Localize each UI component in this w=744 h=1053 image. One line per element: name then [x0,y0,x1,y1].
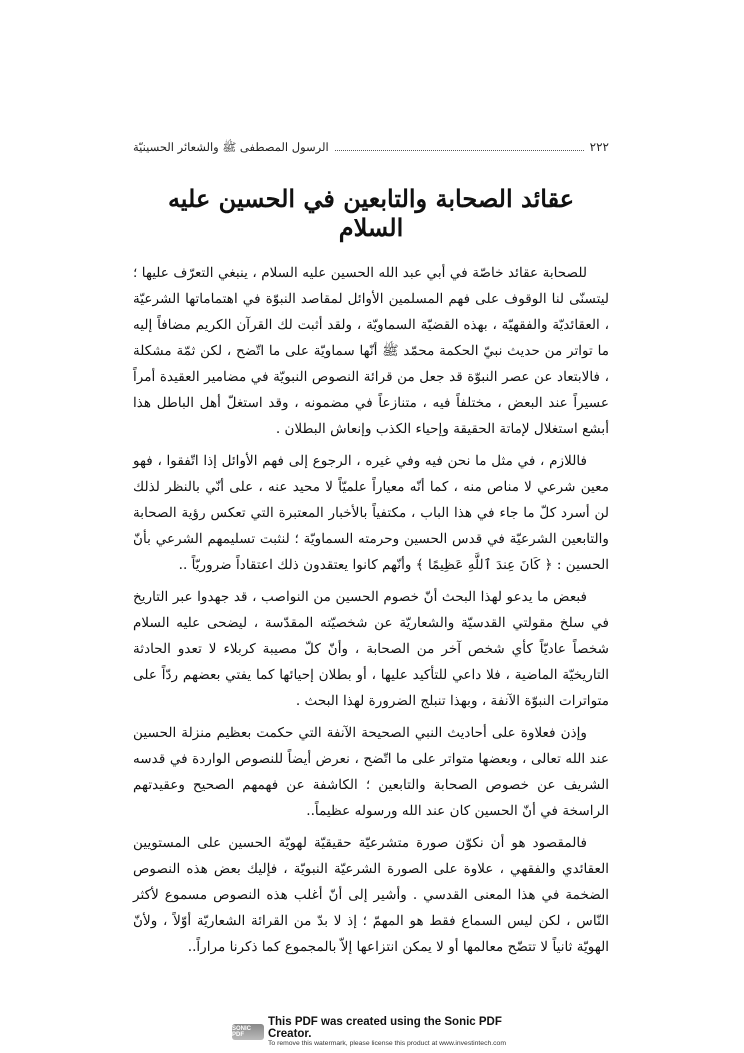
running-header [133,140,609,160]
section-heading: عقائد الصحابة والتابعين في الحسين عليه السلام [167,184,575,242]
paragraph: وإذن فعلاوة على أحاديث النبي الصحيحة الآنفة التي حكمت بعظيم منزلة الحسين عند الله تعالى ، وبعضها متواتر على ما اتّضح ، نعرض أيضاً للنصوص الواردة في قدسه الشريف عن خصوص الصحابة والتابعين ؛ الكاشفة عن فهمهم الصحيح وعقيدتهم الراسخة في أنّ الحسين كان عند الله ورسوله عظيماً.. [133,725,609,819]
watermark-line-1: This PDF was created using the Sonic PDF Creator. [268,1016,502,1040]
watermark-line-2: To remove this watermark, please license this product at www.investintech.com [268,1040,506,1047]
body-text [133,260,609,960]
paragraph: للصحابة عقائد خاصّة في أبي عبد الله الحسين عليه السلام ، ينبغي التعرّف عليها ؛ ليتسنّى لنا الوقوف على فهم المسلمين الأوائل لمقاصد النبوّة في اهتماماتها الشرعيّة ، العقائديّة والفقهيّة ، بهذه القضيّة السماويّة ، ولقد أثبت لك القرآن الكريم مضافاً إليه ما تواتر من حديث نبيّ الحكمة محمّد ﷺ أنّها سماويّة على ما اتّضح ، لكن ثمّة مشكلة ، فالابتعاد عن عصر النبوّة قد جعل من قرائة النصوص النبويّة في مضامير العقيدة أمراً عسيراً عند البعض ، مختلفاً فيه ، متنازعاً في مضمونه ، وقد استغلّ أهل الباطل هذا أبشع استغلال لإماتة الحقيقة وإحياء الكذب وإنعاش البطلان . [133,265,609,437]
pdf-watermark [232,1016,532,1047]
paragraph: فاللازم ، في مثل ما نحن فيه وفي غيره ، الرجوع إلى فهم الأوائل إذا اتّفقوا ، فهو معين شرعي لا مناص منه ، كما أنّه معياراً علميّاً لا محيد عنه ، على أنّي بالنظر لذلك لن أسرد كلّ ما جاء في هذا الباب ، مكتفياً بالأخبار المعتبرة التي تعكس رؤية الصحابة والتابعين الشرعيّة في قدس الحسين وحرمته السماويّة ؛ لنثبت تسليمهم الشرعي بأنّ الحسين : ﴿ كَانَ عِندَ ٱللَّهِ عَظِيمًا ﴾ وأنّهم كانوا يعتقدون ذلك اعتقاداً ضروريّاً .. [133,453,609,573]
document-page [133,140,609,966]
paragraph: فبعض ما يدعو لهذا البحث أنّ خصوم الحسين من النواصب ، قد جهدوا عبر التاريخ في سلخ مقولتي القدسيّة والشعاريّة عن شخصيّته المقدّسة ، ليضحى عليه السلام شخصاً عاديّاً كأي شخص آخر من الصحابة ، وأنّ كلّ مصيبة كربلاء لا تعدو الحادثة التاريخيّة الماضية ، فلا داعي للتأكيد عليها ، أو بطلان إحيائها كما يفتي بعضهم ردّاً على متواترات النبوّة الآنفة ، وبهذا تنبلج الضرورة لهذا البحث . [133,589,609,709]
header-dot-leader [335,142,584,151]
page-number: ٢٢٢ [589,140,609,154]
paragraph: فالمقصود هو أن نكوّن صورة متشرعيّة حقيقيّة لهويّة الحسين على المستويين العقائدي والفقهي ، علاوة على الصورة الشرعيّة النبويّة ، فإليك بعض هذه النصوص الضخمة في هذا المعنى القدسي . وأشير إلى أنّ أغلب هذه النصوص مسموع لأكثر النّاس ، لكن ليس السماع فقط هو المهمّ ؛ إذ لا بدّ من القرائة الشعاريّة أوّلاً ، ولأنّ الهويّة ثانياً لا تتضّح معالمها أو لا يمكن انتزاعها إلاّ بالمجموع كما ذكرنا مراراً.. [133,835,609,955]
sonic-pdf-logo-icon: SONIC PDF [232,1024,264,1040]
running-title: الرسول المصطفى ﷺ والشعائر الحسينيّة [133,140,329,154]
